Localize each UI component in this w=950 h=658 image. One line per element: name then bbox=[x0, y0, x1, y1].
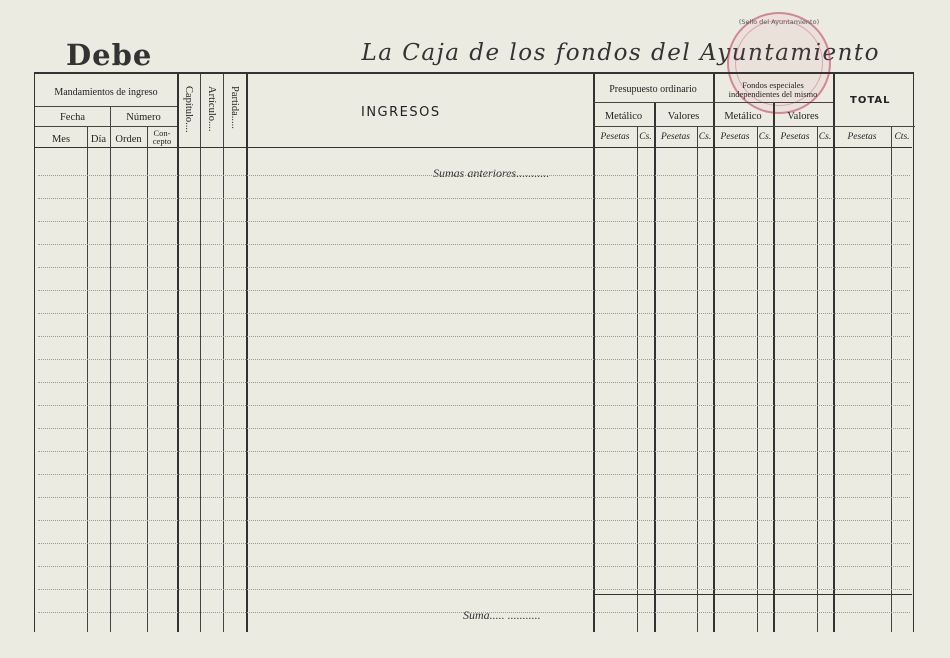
col-line-cs4 bbox=[833, 74, 835, 632]
hdr-metalico-2: Metálico bbox=[724, 111, 762, 122]
ruling-line bbox=[38, 405, 910, 406]
col-line-dia bbox=[110, 106, 111, 632]
col-line-capitulo bbox=[200, 74, 201, 632]
hdr-cs-4: Cs. bbox=[818, 132, 832, 142]
col-line-partida bbox=[246, 74, 248, 632]
ruling-line bbox=[38, 244, 910, 245]
col-line-orden bbox=[147, 126, 148, 632]
hdr-concepto: Con- cepto bbox=[152, 128, 172, 146]
hdr-cs-2: Cs. bbox=[698, 132, 712, 142]
hdr-cts-total: Cts. bbox=[894, 132, 910, 142]
ruling-line bbox=[38, 175, 910, 176]
col-line-concepto bbox=[177, 74, 179, 632]
hdr-orden: Orden bbox=[115, 134, 142, 145]
hdr-articulo: Artículo.... bbox=[206, 86, 217, 132]
caja-title: La Caja de los fondos del Ayuntamiento bbox=[361, 40, 880, 66]
hdr-dia: Día bbox=[90, 134, 107, 145]
ruling-line bbox=[38, 336, 910, 337]
ruling-line bbox=[38, 520, 910, 521]
ruling-line bbox=[38, 313, 910, 314]
col-line-mes bbox=[87, 126, 88, 632]
col-line-pts4 bbox=[817, 126, 818, 632]
ruling-line bbox=[38, 428, 910, 429]
ledger-table bbox=[34, 72, 914, 632]
col-line-pts2 bbox=[697, 126, 698, 632]
ruling-line bbox=[38, 221, 910, 222]
hdr-total: TOTAL bbox=[850, 95, 891, 106]
col-line-cs3 bbox=[773, 102, 775, 632]
col-line-pts3 bbox=[757, 126, 758, 632]
ruling-line bbox=[38, 382, 910, 383]
hdr-ingresos: INGRESOS bbox=[361, 105, 441, 120]
suma-label: Suma..... ........... bbox=[463, 608, 541, 622]
hdr-valores-2: Valores bbox=[787, 111, 819, 122]
debe-title: Debe bbox=[66, 38, 153, 72]
hdr-metalico-1: Metálico bbox=[604, 111, 643, 122]
hdr-cs-1: Cs. bbox=[639, 132, 652, 142]
sumas-anteriores: Sumas anteriores........... bbox=[433, 166, 550, 180]
ruling-line bbox=[38, 589, 910, 590]
col-line-cs1 bbox=[654, 102, 656, 632]
ruling-line bbox=[38, 497, 910, 498]
hdr-fondos: Fondos especiales independientes del mismo bbox=[728, 80, 818, 99]
ruling-line bbox=[38, 290, 910, 291]
suma-rule bbox=[593, 594, 912, 595]
hdr-fecha: Fecha bbox=[59, 112, 86, 123]
ruling-line bbox=[38, 474, 910, 475]
hdr-pesetas-total: Pesetas bbox=[847, 132, 877, 142]
hdr-valores-1: Valores bbox=[667, 111, 700, 122]
ruling-line bbox=[38, 543, 910, 544]
ruling-line bbox=[38, 451, 910, 452]
hdr-pesetas-3: Pesetas bbox=[720, 132, 750, 142]
hdr-cs-3: Cs. bbox=[758, 132, 772, 142]
hdr-partida: Partida..... bbox=[229, 86, 240, 129]
header-bottom-rule bbox=[35, 147, 912, 148]
hdr-mandamientos: Mandamientos de ingreso bbox=[54, 87, 158, 98]
hdr-mes: Mes bbox=[51, 134, 71, 145]
ruling-line bbox=[38, 198, 910, 199]
hdr-numero: Número bbox=[126, 112, 161, 123]
hdr-pesetas-1: Pesetas bbox=[600, 132, 630, 142]
hline-presupuesto bbox=[593, 102, 833, 103]
seal-text: (Sello del Ayuntamiento) bbox=[738, 18, 820, 26]
col-line-pts1 bbox=[637, 126, 638, 632]
hdr-capitulo: Capítulo.... bbox=[183, 86, 194, 133]
ruling-line bbox=[38, 566, 910, 567]
ruling-line bbox=[38, 267, 910, 268]
hdr-pesetas-4: Pesetas bbox=[780, 132, 810, 142]
ruling-line bbox=[38, 359, 910, 360]
hline-metalico bbox=[593, 126, 915, 127]
hline-mandamientos bbox=[35, 106, 177, 107]
col-line-ingresos bbox=[593, 74, 595, 632]
hline-fecha bbox=[35, 126, 177, 127]
hdr-presupuesto: Presupuesto ordinario bbox=[609, 84, 697, 95]
col-line-articulo bbox=[223, 74, 224, 632]
col-line-pts5 bbox=[891, 126, 892, 632]
hdr-pesetas-2: Pesetas bbox=[660, 132, 691, 142]
col-line-cs2 bbox=[713, 74, 715, 632]
